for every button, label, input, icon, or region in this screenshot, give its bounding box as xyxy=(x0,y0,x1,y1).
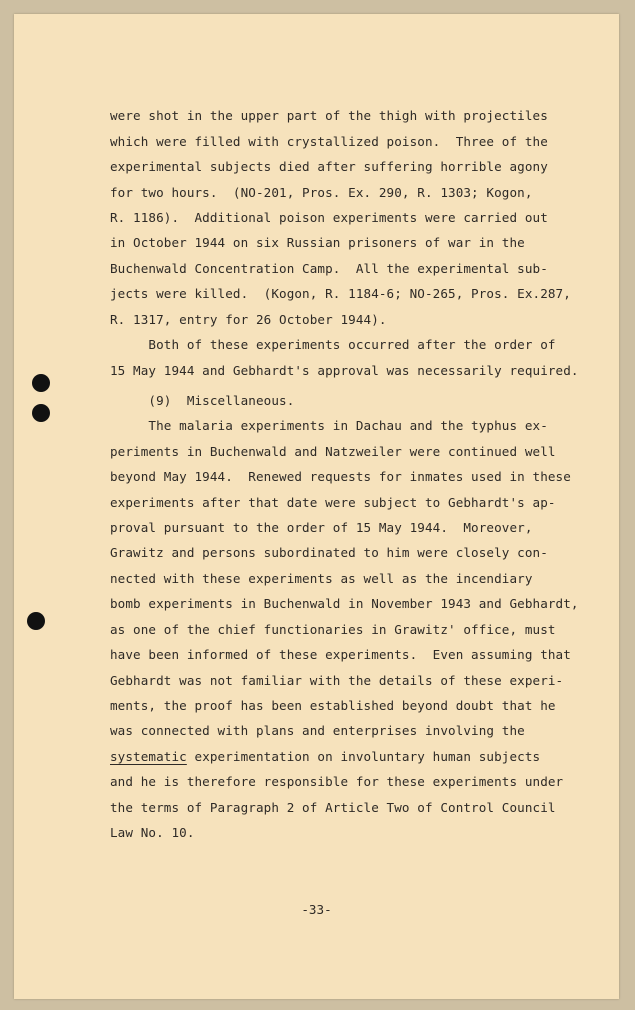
text-line: Both of these experiments occurred after the order of xyxy=(110,337,556,352)
page-number: -33- xyxy=(301,902,332,917)
text-line: was connected with plans and enterprises involving the xyxy=(110,723,525,738)
text-line: bomb experiments in Buchenwald in November 1943 and Gebhardt, xyxy=(110,596,579,611)
text-line: Law No. 10. xyxy=(110,825,195,840)
text-line: Grawitz and persons subordinated to him were closely con- xyxy=(110,545,548,560)
text-line: periments in Buchenwald and Natzweiler were continued well xyxy=(110,444,556,459)
text-line: experiments after that date were subject to Gebhardt's ap- xyxy=(110,495,556,510)
text-line: beyond May 1944. Renewed requests for inmates used in these xyxy=(110,469,571,484)
text-line: ments, the proof has been established beyond doubt that he xyxy=(110,698,556,713)
text-line: for two hours. (NO-201, Pros. Ex. 290, R. 1303; Kogon, xyxy=(110,185,533,200)
punch-hole xyxy=(27,612,45,630)
text-line: proval pursuant to the order of 15 May 1944. Moreover, xyxy=(110,520,533,535)
text-line: the terms of Paragraph 2 of Article Two of Control Council xyxy=(110,800,556,815)
text-line: were shot in the upper part of the thigh with projectiles xyxy=(110,108,548,123)
text-line xyxy=(110,750,540,764)
punch-hole xyxy=(32,374,50,392)
document-page xyxy=(14,14,619,999)
text-line: experimental subjects died after suffering horrible agony xyxy=(110,159,548,174)
text-line: nected with these experiments as well as the incendiary xyxy=(110,571,533,586)
text-line: which were filled with crystallized poison. Three of the xyxy=(110,134,548,149)
text-line: 15 May 1944 and Gebhardt's approval was necessarily required. xyxy=(110,363,579,378)
text-fragment: experimentation on involuntary human subjects xyxy=(186,749,541,764)
text-line: and he is therefore responsible for these experiments under xyxy=(110,774,564,789)
section-heading: (9) Miscellaneous. xyxy=(110,393,295,408)
text-line: R. 1317, entry for 26 October 1944). xyxy=(110,312,387,327)
text-line: Buchenwald Concentration Camp. All the experimental sub- xyxy=(110,261,548,276)
text-line: as one of the chief functionaries in Grawitz' office, must xyxy=(110,622,556,637)
punch-hole xyxy=(32,404,50,422)
underlined-word: systematic xyxy=(110,749,187,764)
text-line: in October 1944 on six Russian prisoners of war in the xyxy=(110,235,525,250)
text-line: Gebhardt was not familiar with the details of these experi- xyxy=(110,673,564,688)
text-line: have been informed of these experiments. Even assuming that xyxy=(110,647,571,662)
text-line: jects were killed. (Kogon, R. 1184-6; NO-265, Pros. Ex.287, xyxy=(110,286,571,301)
text-line: R. 1186). Additional poison experiments were carried out xyxy=(110,210,548,225)
text-line: The malaria experiments in Dachau and the typhus ex- xyxy=(110,418,548,433)
